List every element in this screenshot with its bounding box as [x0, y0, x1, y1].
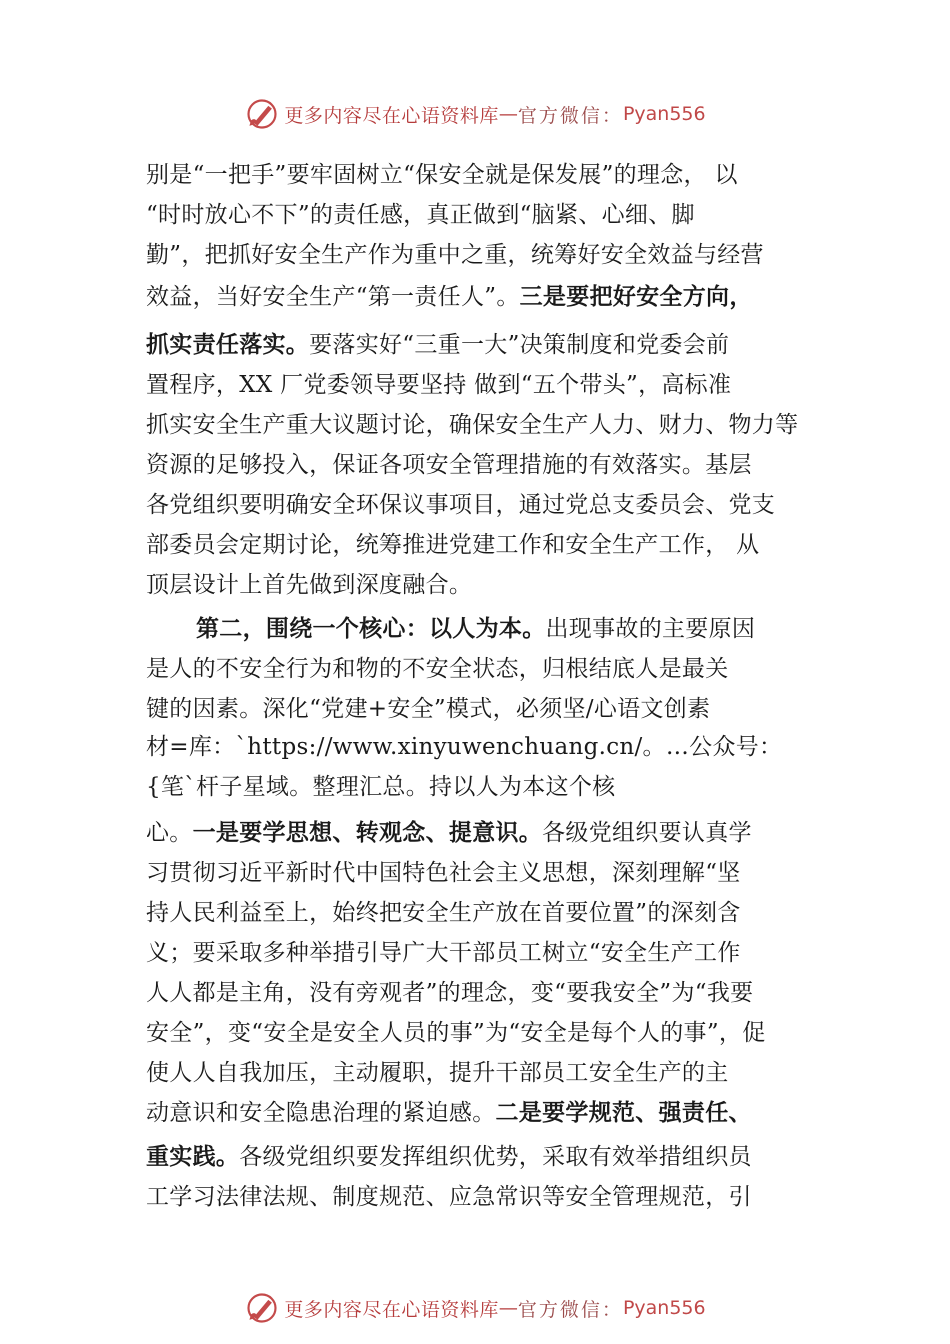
- text-line: [146, 978, 753, 1008]
- banner-separator: —: [498, 103, 518, 125]
- body-text: 键的因素。深化“党建+安全”模式，必须坚/心语文创素: [146, 696, 711, 722]
- body-text: 工学习法律法规、制度规范、应急常识等安全管理规范，引: [146, 1184, 752, 1210]
- text-line: [146, 200, 695, 230]
- text-line: [146, 490, 775, 520]
- body-text: 安全”，变“安全是安全人员的事”为“安全是每个人的事”，促: [146, 1020, 766, 1046]
- body-text: 持人民利益至上，始终把安全生产放在首要位置”的深刻含: [146, 900, 741, 926]
- pen-seal-icon: [244, 96, 280, 132]
- banner-wechat-id: Pyan556: [622, 103, 706, 125]
- body-text: 勤”，把抓好安全生产作为重中之重，统筹好安全效益与经营: [146, 242, 764, 268]
- text-line: [146, 1058, 729, 1088]
- text-line: [146, 240, 764, 270]
- text-line: [146, 1018, 766, 1048]
- body-text: 顶层设计上首先做到深度融合。: [146, 572, 473, 598]
- text-line: [146, 1142, 752, 1172]
- text-line: [146, 570, 472, 600]
- pen-seal-icon: [244, 1290, 280, 1326]
- text-line: [146, 410, 798, 440]
- bold-text: 一是要学思想、转观念、提意识。: [192, 820, 543, 846]
- text-line: [146, 160, 738, 190]
- text-line: [146, 938, 741, 968]
- bold-text: 抓实责任落实。: [146, 332, 310, 358]
- text-line: [146, 898, 741, 928]
- body-text: 资源的足够投入，保证各项安全管理措施的有效落实。基层: [146, 452, 752, 478]
- text-line: [146, 330, 729, 360]
- body-text: 出现事故的主要原因: [545, 616, 756, 642]
- banner-wechat-label: 官方微信：: [517, 1298, 623, 1321]
- body-text: 心。: [146, 820, 193, 846]
- banner-text: 更多内容尽在心语资料库: [284, 104, 499, 127]
- body-text: 是人的不安全行为和物的不安全状态，归根结底人是最关: [146, 656, 729, 682]
- body-text: 动意识和安全隐患治理的紧迫感。: [146, 1100, 496, 1126]
- bold-text: 重实践。: [146, 1144, 240, 1170]
- body-text: 效益，当好安全生产“第一责任人”。: [146, 284, 520, 310]
- footer-banner: [0, 1286, 950, 1330]
- text-line: [146, 450, 752, 480]
- banner-wechat-label: 官方微信：: [517, 104, 623, 127]
- text-line: [146, 772, 615, 802]
- body-text: 人人都是主角，没有旁观者”的理念，变“要我安全”为“我要: [146, 980, 754, 1006]
- body-text: 别是“一把手”要牢固树立“保安全就是保发展”的理念， 以: [146, 162, 738, 188]
- body-text: {笔`杆子星域。整理汇总。持以人为本这个核: [146, 774, 616, 800]
- text-line: [146, 654, 729, 684]
- text-line: [146, 530, 759, 560]
- body-text: 习贯彻习近平新时代中国特色社会主义思想，深刻理解“坚: [146, 860, 741, 886]
- banner-wechat-id: Pyan556: [622, 1297, 706, 1319]
- body-text: 义；要采取多种举措引导广大干部员工树立“安全生产工作: [146, 940, 741, 966]
- body-text: 材=库：`https://www.xinyuwenchuang.cn/。…公众号：: [146, 734, 783, 760]
- body-text: 置程序，XX 厂党委领导要坚持 做到“五个带头”，高标准: [146, 372, 732, 398]
- body-text: 各党组织要明确安全环保议事项目，通过党总支委员会、党支: [146, 492, 776, 518]
- text-line: [146, 818, 752, 848]
- header-banner: [0, 92, 950, 136]
- text-line: [196, 614, 755, 644]
- banner-text: 更多内容尽在心语资料库: [284, 1298, 499, 1321]
- text-line: [146, 1098, 752, 1128]
- banner-separator: —: [498, 1297, 518, 1319]
- body-text: 部委员会定期讨论，统筹推进党建工作和安全生产工作， 从: [146, 532, 760, 558]
- body-text: 抓实安全生产重大议题讨论，确保安全生产人力、财力、物力等: [146, 412, 799, 438]
- text-line: [146, 732, 782, 762]
- body-text: “时时放心不下”的责任感，真正做到“脑紧、心细、脚: [146, 202, 695, 228]
- bold-text: 第二，围绕一个核心：以人为本。: [196, 616, 546, 642]
- text-line: [146, 282, 753, 312]
- bold-text: 三是要把好安全方向，: [519, 284, 753, 310]
- text-line: [146, 694, 710, 724]
- text-line: [146, 370, 731, 400]
- body-text: 各级党组织要发挥组织优势，采取有效举措组织员: [239, 1144, 752, 1170]
- text-line: [146, 1182, 752, 1212]
- body-text: 各级党组织要认真学: [542, 820, 752, 846]
- bold-text: 二是要学规范、强责任、: [495, 1100, 752, 1126]
- body-text: 要落实好“三重一大”决策制度和党委会前: [309, 332, 730, 358]
- text-line: [146, 858, 741, 888]
- body-text: 使人人自我加压，主动履职，提升干部员工安全生产的主: [146, 1060, 729, 1086]
